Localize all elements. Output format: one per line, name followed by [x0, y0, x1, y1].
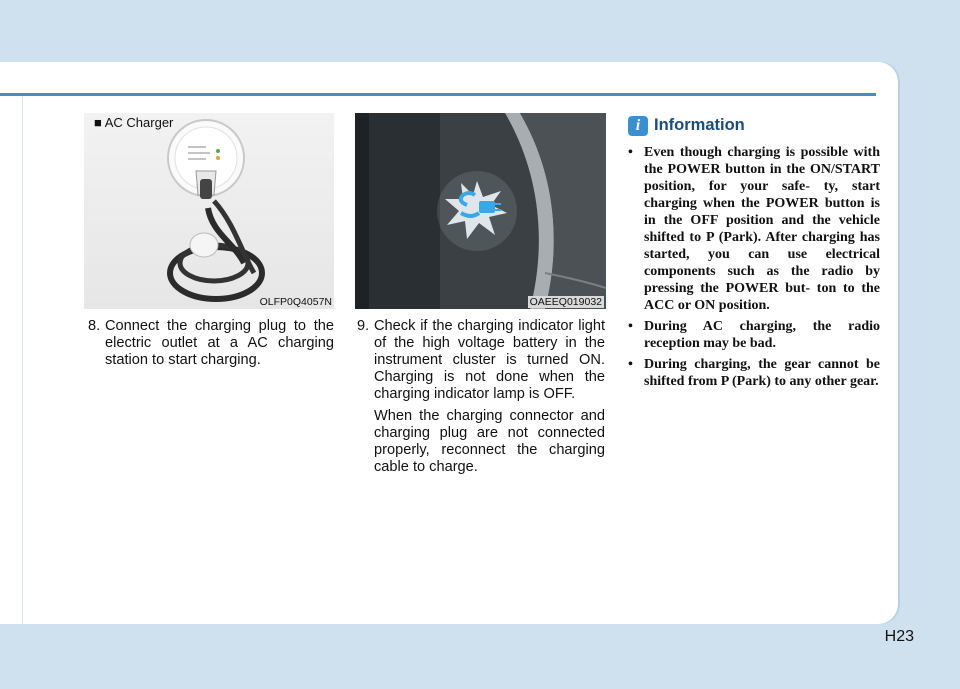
step-number: 9. — [357, 318, 370, 334]
ac-charger-illustration — [84, 113, 334, 309]
gutter-line — [22, 96, 23, 624]
step-text: Connect the charging plug to the electric outlet at a AC charging station to start charging. — [105, 318, 334, 368]
info-icon: i — [628, 116, 648, 136]
information-list — [628, 144, 880, 394]
list-item — [628, 144, 880, 314]
step-number: 8. — [88, 318, 101, 334]
step-text: When the charging connector and charging plug are not connected properly, reconnect the charging cable to charge. — [374, 408, 605, 475]
cluster-indicator-figure — [355, 113, 606, 309]
step-text: Check if the charging indicator light of the high voltage battery in the instrument cluster is turned ON. Charging is not done when the charging indicator lamp is OFF. — [374, 318, 605, 402]
list-item — [628, 318, 880, 352]
ac-charger-figure — [84, 113, 334, 309]
figure-caption: ■ AC Charger — [94, 115, 174, 130]
bullet: • — [628, 357, 633, 372]
list-item-text: During AC charging, the radio reception may be bad. — [644, 319, 880, 351]
header-rule — [0, 93, 876, 96]
figure-code: OLFP0Q4057N — [259, 296, 332, 308]
page-number: H23 — [884, 628, 914, 645]
information-title: Information — [654, 116, 745, 134]
list-item — [628, 356, 880, 390]
step-9 — [357, 318, 605, 476]
step-8 — [88, 318, 334, 369]
figure-code: OAEEQ019032 — [529, 296, 602, 308]
bullet: • — [628, 319, 633, 334]
list-item-text: Even though charging is possible with the POWER button in the ON/START position, for your safe- ty, start charging when the POWER button is in the OFF position and the vehicle shifted to P (Park). After charging has started, you can use electrical components such as the radio by pressing the POWER but- ton to the ACC or ON position. — [644, 145, 880, 313]
list-item-text: During charging, the gear cannot be shifted from P (Park) to any other gear. — [644, 357, 880, 389]
cluster-illustration — [355, 113, 606, 309]
bullet: • — [628, 145, 633, 160]
